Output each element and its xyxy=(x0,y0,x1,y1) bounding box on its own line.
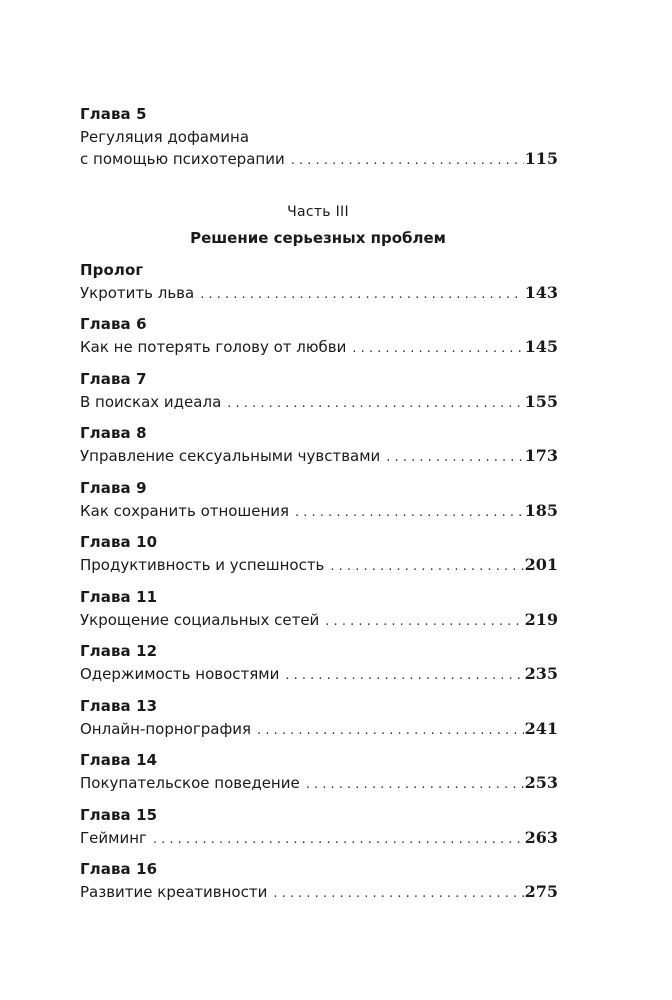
chapter-title-line xyxy=(80,881,558,903)
dot-leader xyxy=(386,447,523,469)
chapter-heading: Пролог xyxy=(80,261,144,279)
chapter-title-line xyxy=(80,336,558,358)
toc-entry-chapter-6[interactable] xyxy=(80,314,558,358)
part-label: Часть III xyxy=(287,204,349,220)
chapter-heading: Глава 6 xyxy=(80,315,147,333)
page-number: 235 xyxy=(524,664,558,683)
toc-entry-chapter-10[interactable] xyxy=(80,532,558,576)
chapter-heading: Глава 13 xyxy=(80,697,158,715)
toc-entry-chapter-12[interactable] xyxy=(80,641,558,685)
chapter-heading: Глава 9 xyxy=(80,479,147,497)
toc-entry-chapter-15[interactable] xyxy=(80,805,558,849)
page-number: 253 xyxy=(524,773,558,792)
chapter-heading: Глава 7 xyxy=(80,370,147,388)
dot-leader xyxy=(352,338,523,360)
dot-leader xyxy=(257,720,524,742)
chapter-title-line xyxy=(80,609,558,631)
chapter-title-line xyxy=(80,391,558,413)
page-number: 201 xyxy=(524,555,558,574)
chapter-heading: Глава 8 xyxy=(80,424,147,442)
chapter-title: Покупательское поведение xyxy=(80,774,300,792)
toc-entry-chapter-14[interactable] xyxy=(80,750,558,794)
dot-leader xyxy=(291,150,524,172)
dot-leader xyxy=(295,502,524,524)
chapter-title: Укротить льва xyxy=(80,284,195,302)
page-number: 185 xyxy=(524,501,558,520)
page-number: 143 xyxy=(524,283,558,302)
chapter-heading: Глава 16 xyxy=(80,860,158,878)
toc-entry-chapter-11[interactable] xyxy=(80,587,558,631)
chapter-heading: Глава 15 xyxy=(80,806,158,824)
chapter-title-line xyxy=(80,663,558,685)
chapter-title: Гейминг xyxy=(80,829,147,847)
toc-entry-chapter-8[interactable] xyxy=(80,423,558,467)
page-number: 241 xyxy=(524,719,558,738)
chapter-title-line xyxy=(80,282,558,304)
chapter-heading: Глава 12 xyxy=(80,642,158,660)
page-number: 155 xyxy=(524,392,558,411)
chapter-title: Онлайн-порнография xyxy=(80,720,252,738)
toc-entry-chapter-5[interactable] xyxy=(80,104,558,170)
chapter-title-line xyxy=(80,554,558,576)
page-number: 173 xyxy=(524,446,558,465)
toc-entry-chapter-13[interactable] xyxy=(80,696,558,740)
chapter-title-line xyxy=(80,445,558,467)
page-number: 263 xyxy=(524,828,558,847)
chapter-title: Регуляция дофамина xyxy=(80,128,250,146)
chapter-title: Как сохранить отношения xyxy=(80,502,290,520)
chapter-title-line xyxy=(80,827,558,849)
chapter-heading: Глава 14 xyxy=(80,751,158,769)
chapter-title-line xyxy=(80,718,558,740)
chapter-title: с помощью психотерапии xyxy=(80,150,285,168)
part-title: Решение серьезных проблем xyxy=(190,229,446,247)
dot-leader xyxy=(330,556,523,578)
chapter-heading: Глава 5 xyxy=(80,105,147,123)
chapter-title: Одержимость новостями xyxy=(80,665,280,683)
chapter-title-line xyxy=(80,772,558,794)
dot-leader xyxy=(227,393,523,415)
dot-leader xyxy=(325,611,523,633)
dot-leader xyxy=(306,774,524,796)
dot-leader xyxy=(273,883,523,905)
chapter-title: Управление сексуальными чувствами xyxy=(80,447,381,465)
chapter-title: Развитие креативности xyxy=(80,883,268,901)
page-number: 219 xyxy=(524,610,558,629)
chapter-title: Как не потерять голову от любви xyxy=(80,338,347,356)
dot-leader xyxy=(153,829,524,851)
chapter-heading: Глава 10 xyxy=(80,533,158,551)
chapter-title-line xyxy=(80,148,558,170)
page-number: 145 xyxy=(524,337,558,356)
toc-entry-chapter-16[interactable] xyxy=(80,859,558,903)
page-number: 275 xyxy=(524,882,558,901)
chapter-title: Продуктивность и успешность xyxy=(80,556,325,574)
dot-leader xyxy=(200,284,523,306)
toc-entry-chapter-9[interactable] xyxy=(80,478,558,522)
chapter-heading: Глава 11 xyxy=(80,588,158,606)
chapter-title: Укрощение социальных сетей xyxy=(80,611,320,629)
chapter-title-line xyxy=(80,126,558,148)
toc-entry-chapter-7[interactable] xyxy=(80,369,558,413)
chapter-title-line xyxy=(80,500,558,522)
toc-entry-prologue[interactable] xyxy=(80,260,558,304)
page-number: 115 xyxy=(524,149,558,168)
dot-leader xyxy=(285,665,523,687)
chapter-title: В поисках идеала xyxy=(80,393,222,411)
